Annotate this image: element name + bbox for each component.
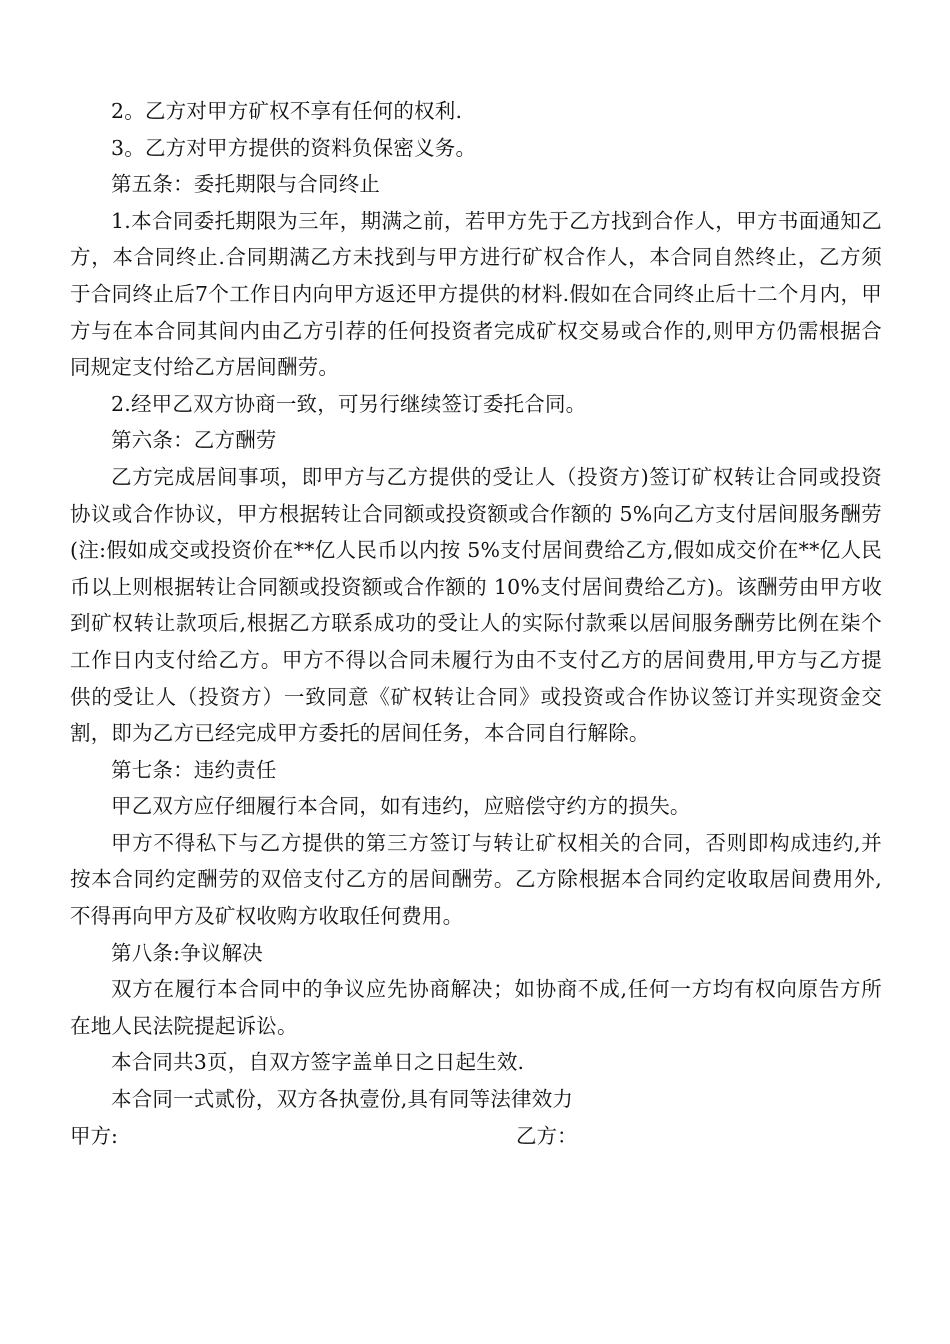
copies-clause: 本合同一式贰份，双方各执壹份,具有同等法律效力 <box>111 1087 574 1112</box>
article-5-item-2: 2.经甲乙双方协商一致，可另行继续签订委托合同。 <box>111 391 587 416</box>
article-8-heading: 第八条:争议解决 <box>111 940 264 965</box>
page-count-clause: 本合同共3页，自双方签字盖单日之日起生效. <box>111 1050 525 1075</box>
article-7-heading: 第七条：违约责任 <box>111 757 277 782</box>
article-5-item-1: 1.本合同委托期限为三年，期满之前，若甲方先于乙方找到合作人，甲方书面通知乙方，本合同终止.合同期满乙方未找到与甲方进行矿权合作人，本合同自然终止，乙方须于合同终止后7个工作日内向甲方返还甲方提供的材料.假如在合同终止后十二个月内，甲方与在本合同其间内由乙方引荐的任何投资者完成矿权交易或合作的,则甲方仍需根据合同规定支付给乙方居间酬劳。 <box>70 208 882 380</box>
signature-row <box>70 1118 882 1155</box>
clause-item-3: 3。乙方对甲方提供的资料负保密义务。 <box>111 135 477 160</box>
article-7-body-1: 甲乙双方应仔细履行本合同，如有违约，应赔偿守约方的损失。 <box>111 794 691 819</box>
document-body <box>70 93 882 1154</box>
article-6-body: 乙方完成居间事项，即甲方与乙方提供的受让人（投资方)签订矿权转让合同或投资协议或合作协议，甲方根据转让合同额或投资额或合作额的 5%向乙方支付居间服务酬劳(注:假如成交或投资价在**亿人民币以内按 5%支付居间费给乙方,假如成交价在**亿人民币以上则根据转让合同额或投资额或合作额的 10%支付居间费给乙方)。该酬劳由甲方收到矿权转让款项后,根据乙方联系成功的受让人的实际付款乘以居间服务酬劳比例在柒个工作日内支付给乙方。甲方不得以合同未履行为由不支付乙方的居间费用,甲方与乙方提供的受让人（投资方）一致同意《矿权转让合同》或投资或合作协议签订并实现资金交割，即为乙方已经完成甲方委托的居间任务，本合同自行解除。 <box>70 464 882 746</box>
party-b-signature-label: 乙方： <box>516 1123 578 1148</box>
article-8-body: 双方在履行本合同中的争议应先协商解决；如协商不成,任何一方均有权向原告方所在地人民法院提起诉讼。 <box>70 977 882 1038</box>
article-6-heading: 第六条：乙方酬劳 <box>111 428 277 453</box>
article-5-heading: 第五条：委托期限与合同终止 <box>111 172 381 197</box>
article-7-body-2: 甲方不得私下与乙方提供的第三方签订与转让矿权相关的合同，否则即构成违约,并按本合同约定酬劳的双倍支付乙方的居间酬劳。乙方除根据本合同约定收取居间费用外,不得再向甲方及矿权收购方收取任何费用。 <box>70 830 882 929</box>
party-a-signature-label: 甲方: <box>70 1123 118 1148</box>
clause-item-2: 2。乙方对甲方矿权不享有任何的权利. <box>111 99 463 123</box>
